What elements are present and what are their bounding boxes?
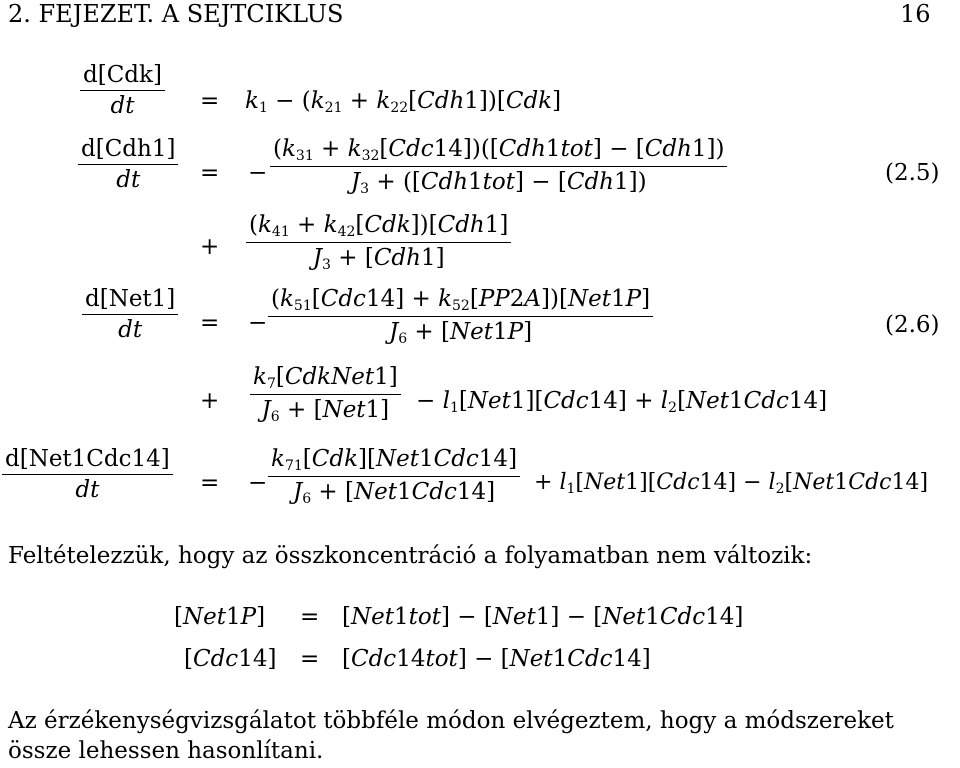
net1cdc14-term1-fraction: $k_{71}[Cdk][Net1Cdc14]$ $J_6 + [Net1Cdc14]$	[268, 446, 520, 507]
conservation-lhs-net1p: [Net1P]	[174, 604, 266, 630]
minus-sign: −	[248, 470, 268, 496]
conservation-equals: =	[300, 604, 320, 630]
equation-number-2-6: (2.6)	[885, 312, 940, 338]
assumption-paragraph: Feltételezzük, hogy az összkoncentráció a folyamatban nem változik:	[8, 543, 813, 569]
lhs-cdk-num: d[Cdk]	[80, 62, 165, 91]
lhs-net1cdc14-fraction	[2, 446, 173, 503]
conservation-rhs-net1p: [Net1tot] − [Net1] − [Net1Cdc14]	[342, 604, 744, 630]
equals-sign: =	[200, 160, 220, 186]
cdh1-term2-fraction: $(k_{41} + k_{42}[Cdk])[Cdh1]$ $J_3 + [Cdh1]$	[246, 212, 511, 273]
equals-sign: =	[200, 470, 220, 496]
chapter-heading: 2. FEJEZET. A SEJTCIKLUS	[8, 0, 344, 28]
conclusion-line-2: össze lehessen hasonlítani.	[8, 738, 324, 764]
conservation-lhs-cdc14: [Cdc14]	[184, 646, 277, 672]
equals-sign: =	[200, 88, 220, 114]
conservation-equals: =	[300, 646, 320, 672]
net1-term2-fraction: $k_7[CdkNet1]$ $J_6 + [Net1]$	[250, 364, 401, 425]
net1cdc14-term2-expression: + $l_1[Net1][Cdc14] - l_2[Net1Cdc14]$	[534, 470, 929, 497]
conservation-rhs-cdc14: [Cdc14tot] − [Net1Cdc14]	[342, 646, 651, 672]
lhs-cdk-fraction	[80, 62, 165, 119]
net1-term1-fraction: $(k_{51}[Cdc14] + k_{52}[PP2A])[Net1P]$ $J_6 + [Net1P]$	[268, 286, 653, 347]
lhs-net1-num: d[Net1]	[82, 286, 178, 315]
lhs-net1cdc14-den: dt	[75, 477, 100, 503]
plus-sign: +	[200, 388, 220, 414]
net1-term3-expression: − $l_1[Net1][Cdc14] + l_2[Net1Cdc14]$	[416, 388, 828, 416]
minus-sign: −	[248, 160, 268, 186]
lhs-cdh1-fraction	[78, 136, 178, 193]
lhs-net1-den: dt	[118, 317, 143, 343]
lhs-cdh1-num: d[Cdh1]	[78, 136, 178, 165]
plus-sign: +	[200, 234, 220, 260]
lhs-net1-fraction	[82, 286, 178, 343]
lhs-cdk-den: dt	[110, 93, 135, 119]
minus-sign: −	[248, 310, 268, 336]
lhs-net1cdc14-num: d[Net1Cdc14]	[2, 446, 173, 475]
conclusion-line-1: Az érzékenységvizsgálatot többféle módon elvégeztem, hogy a módszereket	[8, 708, 894, 734]
cdh1-term1-fraction: $(k_{31} + k_{32}[Cdc14])([Cdh1tot] - [Cdh1])$ $J_3 + ([Cdh1tot] - [Cdh1])$	[270, 136, 727, 197]
lhs-cdh1-den: dt	[116, 167, 141, 193]
equals-sign: =	[200, 310, 220, 336]
page-number: 16	[900, 0, 931, 28]
rhs-cdk-expression: $k_1 - (k_{21} + k_{22}[Cdh1])[Cdk]$	[245, 88, 562, 116]
equation-number-2-5: (2.5)	[885, 160, 940, 186]
